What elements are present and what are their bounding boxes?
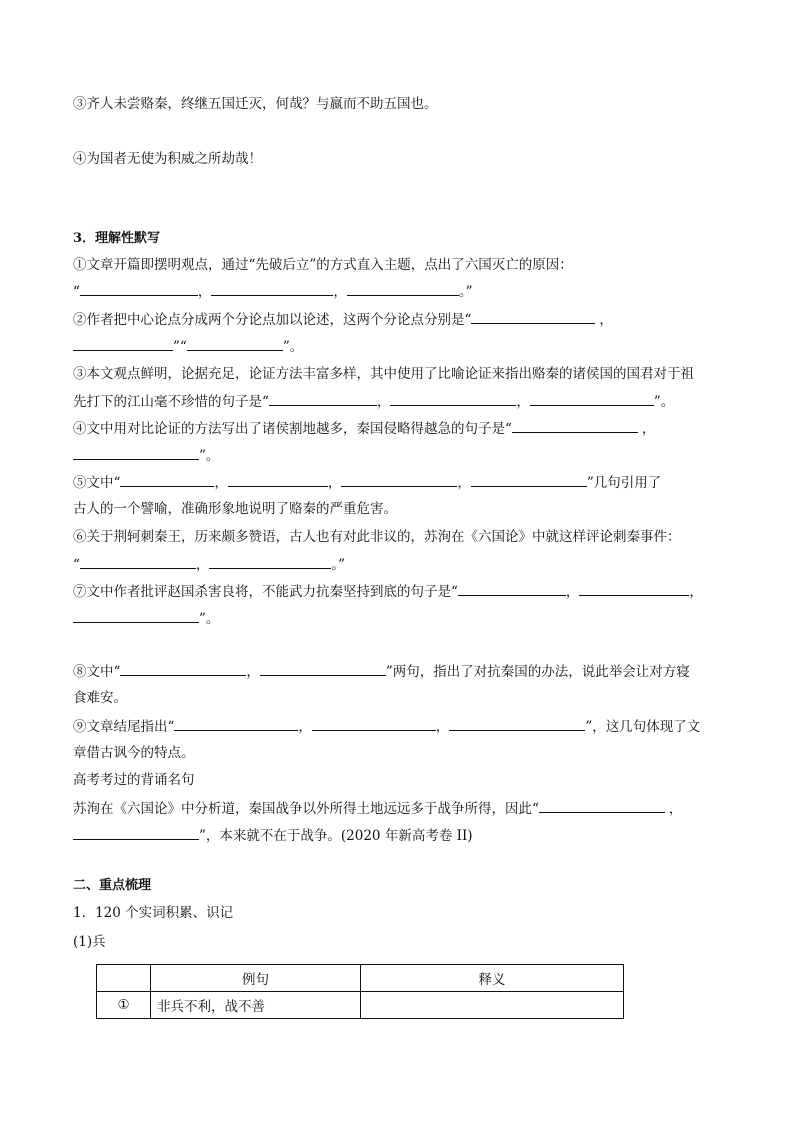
question-8: ⑧文中“ ， ”两句，指出了对抗秦国的办法，说此举会让对方寝 [73, 661, 733, 682]
answer-blank[interactable] [458, 581, 566, 596]
question-7: ⑦文中作者批评赵国杀害良将，不能武力抗秦坚持到底的句子是“ ， ， [73, 581, 733, 602]
answer-blank[interactable] [80, 281, 198, 296]
table-header-example: 例句 [151, 965, 361, 992]
table-cell-example: 非兵不利，战不善 [151, 992, 361, 1019]
answer-blank[interactable] [120, 661, 246, 676]
answer-blank[interactable] [512, 418, 638, 433]
answer-blank[interactable] [209, 554, 331, 569]
gaokao-question: 苏洵在《六国论》中分析道，秦国战争以外所得土地远远多于战争所得，因此“ ， [73, 798, 733, 819]
answer-blank[interactable] [73, 608, 199, 623]
question-3: ③本文观点鲜明，论据充足，论证方法丰富多样，其中使用了比喻论证来指出赂秦的诸侯国的国君对于祖 [73, 366, 694, 382]
answer-blank[interactable] [211, 281, 333, 296]
answer-blank[interactable] [530, 391, 654, 406]
table-header-row [97, 965, 624, 992]
answer-blank[interactable] [471, 472, 587, 487]
question-6: ⑥关于荆轲刺秦王，历来颇多赞语，古人也有对此非议的，苏洵在《六国论》中就这样评论刺秦事件： [73, 529, 681, 545]
answer-blank[interactable] [579, 581, 689, 596]
answer-blank[interactable] [73, 825, 199, 840]
question-8-cont: 食难安。 [73, 690, 127, 706]
answer-blank[interactable] [312, 716, 436, 731]
answer-blank[interactable] [187, 336, 283, 351]
answer-blank[interactable] [260, 661, 386, 676]
question-9: ⑨文章结尾指出“ ， ， ”，这几句体现了文 [73, 716, 733, 737]
answer-blank[interactable] [390, 391, 516, 406]
answer-blank[interactable] [471, 309, 595, 324]
table-header-num [97, 965, 151, 992]
question-1: ①文章开篇即摆明观点，通过“先破后立”的方式直入主题，点出了六国灭亡的原因： [73, 257, 573, 273]
question-2: ②作者把中心论点分成两个分论点加以论述，这两个分论点分别是“ ， [73, 309, 733, 330]
question-5: ⑤文中“ ， ， ， ”几句引用了 [73, 472, 733, 493]
answer-blank[interactable] [73, 445, 199, 460]
answer-blank[interactable] [228, 472, 328, 487]
answer-blank[interactable] [539, 798, 665, 813]
question-5-cont: 古人的一个譬喻，准确形象地说明了赂秦的严重危害。 [73, 501, 397, 517]
question-1-answer: “ ， ， 。” [73, 281, 733, 302]
quote-item-3: ③齐人未尝赂秦，终继五国迁灭，何哉？与嬴而不助五国也。 [73, 96, 438, 112]
question-4: ④文中用对比论证的方法写出了诸侯割地越多，秦国侵略得越急的句子是“ ， [73, 418, 733, 439]
question-2-answer: ”“ ”。 [73, 336, 733, 357]
table-cell-meaning[interactable] [361, 992, 624, 1019]
answer-blank[interactable] [347, 281, 459, 296]
question-6-answer: “ ， 。” [73, 554, 733, 575]
gaokao-answer: ”，本来就不在于战争。(2020 年新高考卷 II) [73, 825, 733, 846]
table-cell-num: ① [97, 992, 151, 1019]
section-heading-key-points: 二、重点梳理 [73, 878, 152, 893]
section-heading-recitation: 3．理解性默写 [73, 231, 161, 246]
table-header-meaning: 释义 [361, 965, 624, 992]
question-3-answer: 先打下的江山毫不珍惜的句子是“ ， ， ”。 [73, 391, 733, 412]
question-9-cont: 章借古讽今的特点。 [73, 745, 195, 761]
subsection-heading: 1．120 个实词积累、识记 [73, 905, 234, 921]
answer-blank[interactable] [73, 336, 173, 351]
table-row [97, 992, 624, 1019]
quote-item-4: ④为国者无使为积威之所劫哉！ [73, 151, 262, 167]
answer-blank[interactable] [269, 391, 377, 406]
word-gloss-table [96, 964, 624, 1019]
answer-blank[interactable] [449, 716, 585, 731]
gaokao-heading: 高考考过的背诵名句 [73, 772, 195, 788]
answer-blank[interactable] [341, 472, 457, 487]
answer-blank[interactable] [174, 716, 298, 731]
answer-blank[interactable] [80, 554, 196, 569]
answer-blank[interactable] [120, 472, 214, 487]
question-4-answer: ”。 [73, 445, 733, 466]
word-entry: (1)兵 [73, 934, 106, 950]
question-7-answer: ”。 [73, 608, 733, 629]
